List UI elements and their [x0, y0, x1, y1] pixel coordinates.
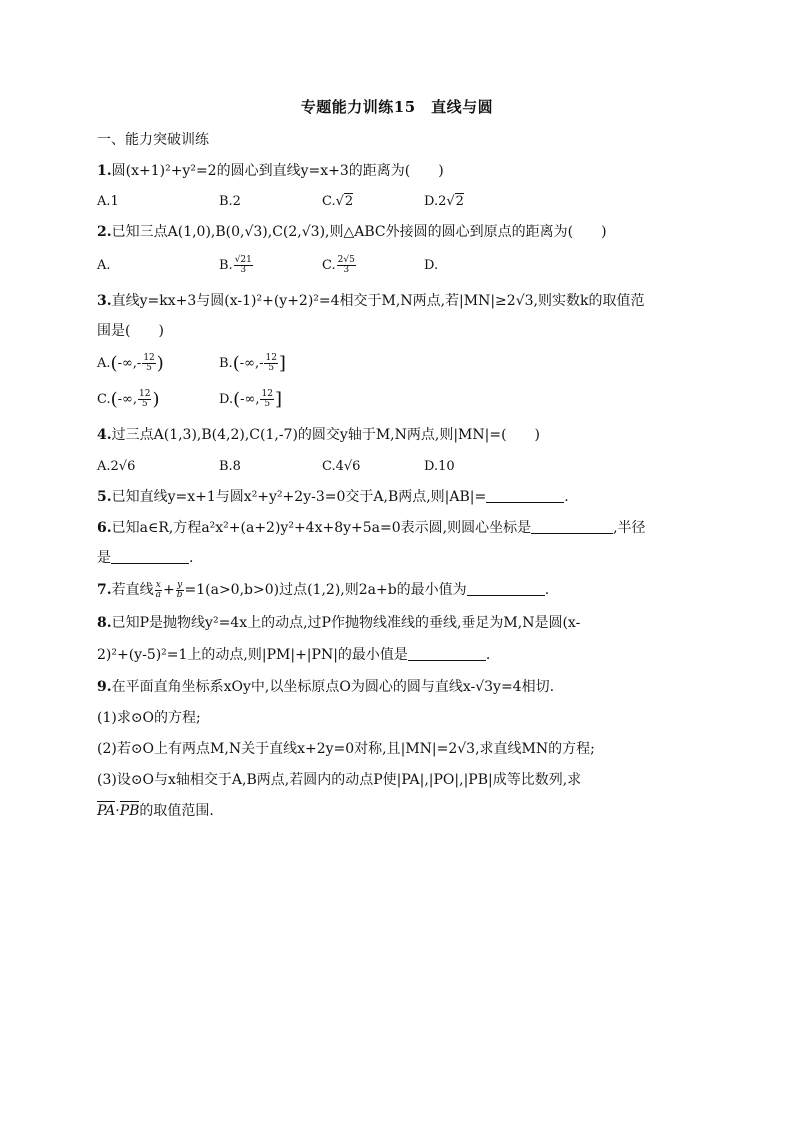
question-2: [97, 222, 607, 242]
q1-option-c: C.√2: [322, 194, 354, 209]
question-number: 8.: [97, 615, 112, 631]
q4-option-b: B.8: [219, 459, 241, 474]
question-number: 5.: [97, 489, 112, 505]
q4-option-d: D.10: [424, 459, 455, 474]
q1-option-a: A.1: [97, 194, 119, 209]
q2-option-c: C. $\frac{2√5}{3}$: [322, 255, 355, 275]
q3-option-c: C.(-∞, $\frac{12}{5}$ ): [97, 389, 160, 410]
question-text: 已知a∈R,方程a²x²+(a+2)y²+4x+8y+5a=0表示圆,则圆心坐标是: [111, 520, 532, 536]
question-9-part-2: (2)若⊙O上有两点M,N关于直线x+2y=0对称,且|MN|=2√3,求直线MN的方程;: [97, 741, 595, 757]
question-number: 3.: [97, 293, 112, 309]
answer-blank[interactable]: [408, 646, 486, 661]
question-number: 2.: [97, 224, 112, 240]
q3-option-a: A.(-∞,- $\frac{12}{5}$ ): [97, 353, 164, 374]
page-title: 专题能力训练15 直线与圆: [300, 98, 494, 116]
answer-blank-center[interactable]: [531, 519, 613, 534]
question-number: 4.: [97, 427, 112, 443]
q3-option-b: B.(-∞,- $\frac{12}{5}$ ]: [219, 353, 286, 374]
question-3: [97, 291, 644, 311]
q2-option-a: A.: [97, 258, 111, 273]
question-9-part-1: (1)求⊙O的方程;: [97, 710, 201, 726]
question-number: 9.: [97, 679, 112, 695]
question-9-part-3-cont: PA·PB的取值范围.: [97, 803, 214, 819]
question-text: 圆(x+1)²+y²=2的圆心到直线y=x+3的距离为( ): [111, 163, 444, 179]
q4-option-c: C.4√6: [322, 459, 361, 474]
q2-option-d: D.: [424, 258, 439, 273]
question-text: 在平面直角坐标系xOy中,以坐标原点O为圆心的圆与直线x-√3y=4相切.: [111, 679, 555, 695]
question-4: [97, 425, 540, 445]
question-8: [97, 613, 580, 633]
q3-option-d: D.(-∞, $\frac{12}{5}$ ]: [219, 389, 282, 410]
section-heading: 一、能力突破训练: [97, 132, 209, 148]
question-text: 已知直线y=x+1与圆x²+y²+2y-3=0交于A,B两点,则|AB|=: [111, 489, 487, 505]
question-text: 已知三点A(1,0),B(0,√3),C(2,√3),则△ABC外接圆的圆心到原点的距离为( ): [111, 224, 607, 240]
question-1: [97, 161, 444, 181]
answer-blank[interactable]: [486, 488, 564, 503]
q4-option-a: A.2√6: [97, 459, 136, 474]
question-7: 7.若直线 $\frac{x}{a}$ + $\frac{y}{b}$ =1(a>0,b>0)过点(1,2),则2a+b的最小值为 .: [97, 579, 550, 600]
question-9: [97, 677, 554, 697]
answer-blank-radius[interactable]: [111, 549, 189, 564]
q1-option-b: B.2: [219, 194, 241, 209]
question-text: 已知P是抛物线y²=4x上的动点,过P作抛物线准线的垂线,垂足为M,N是圆(x-: [111, 615, 581, 631]
question-5: 5.已知直线y=x+1与圆x²+y²+2y-3=0交于A,B两点,则|AB|= .: [97, 489, 569, 505]
question-number: 7.: [97, 582, 112, 598]
question-number: 1.: [97, 163, 112, 179]
question-9-part-3: (3)设⊙O与x轴相交于A,B两点,若圆内的动点P使|PA|,|PO|,|PB|成等比数列,求: [97, 772, 582, 788]
question-8-cont: 2)²+(y-5)²=1上的动点,则|PM|+|PN|的最小值是 .: [97, 647, 491, 663]
question-number: 6.: [97, 520, 112, 536]
answer-blank[interactable]: [467, 581, 545, 596]
question-6: 6.已知a∈R,方程a²x²+(a+2)y²+4x+8y+5a=0表示圆,则圆心坐标是 ,半径: [97, 520, 646, 536]
q1-option-d: D.2√2: [424, 194, 464, 209]
question-text: 过三点A(1,3),B(4,2),C(1,-7)的圆交y轴于M,N两点,则|MN|=( ): [111, 427, 540, 443]
question-3-cont: 围是( ): [97, 323, 164, 339]
q2-option-b: B. $\frac{√21}{3}$: [219, 255, 252, 275]
question-text: 直线y=kx+3与圆(x-1)²+(y+2)²=4相交于M,N两点,若|MN|≥2√3,则实数k的取值范: [111, 293, 645, 309]
question-6-cont: 是 .: [97, 550, 194, 566]
